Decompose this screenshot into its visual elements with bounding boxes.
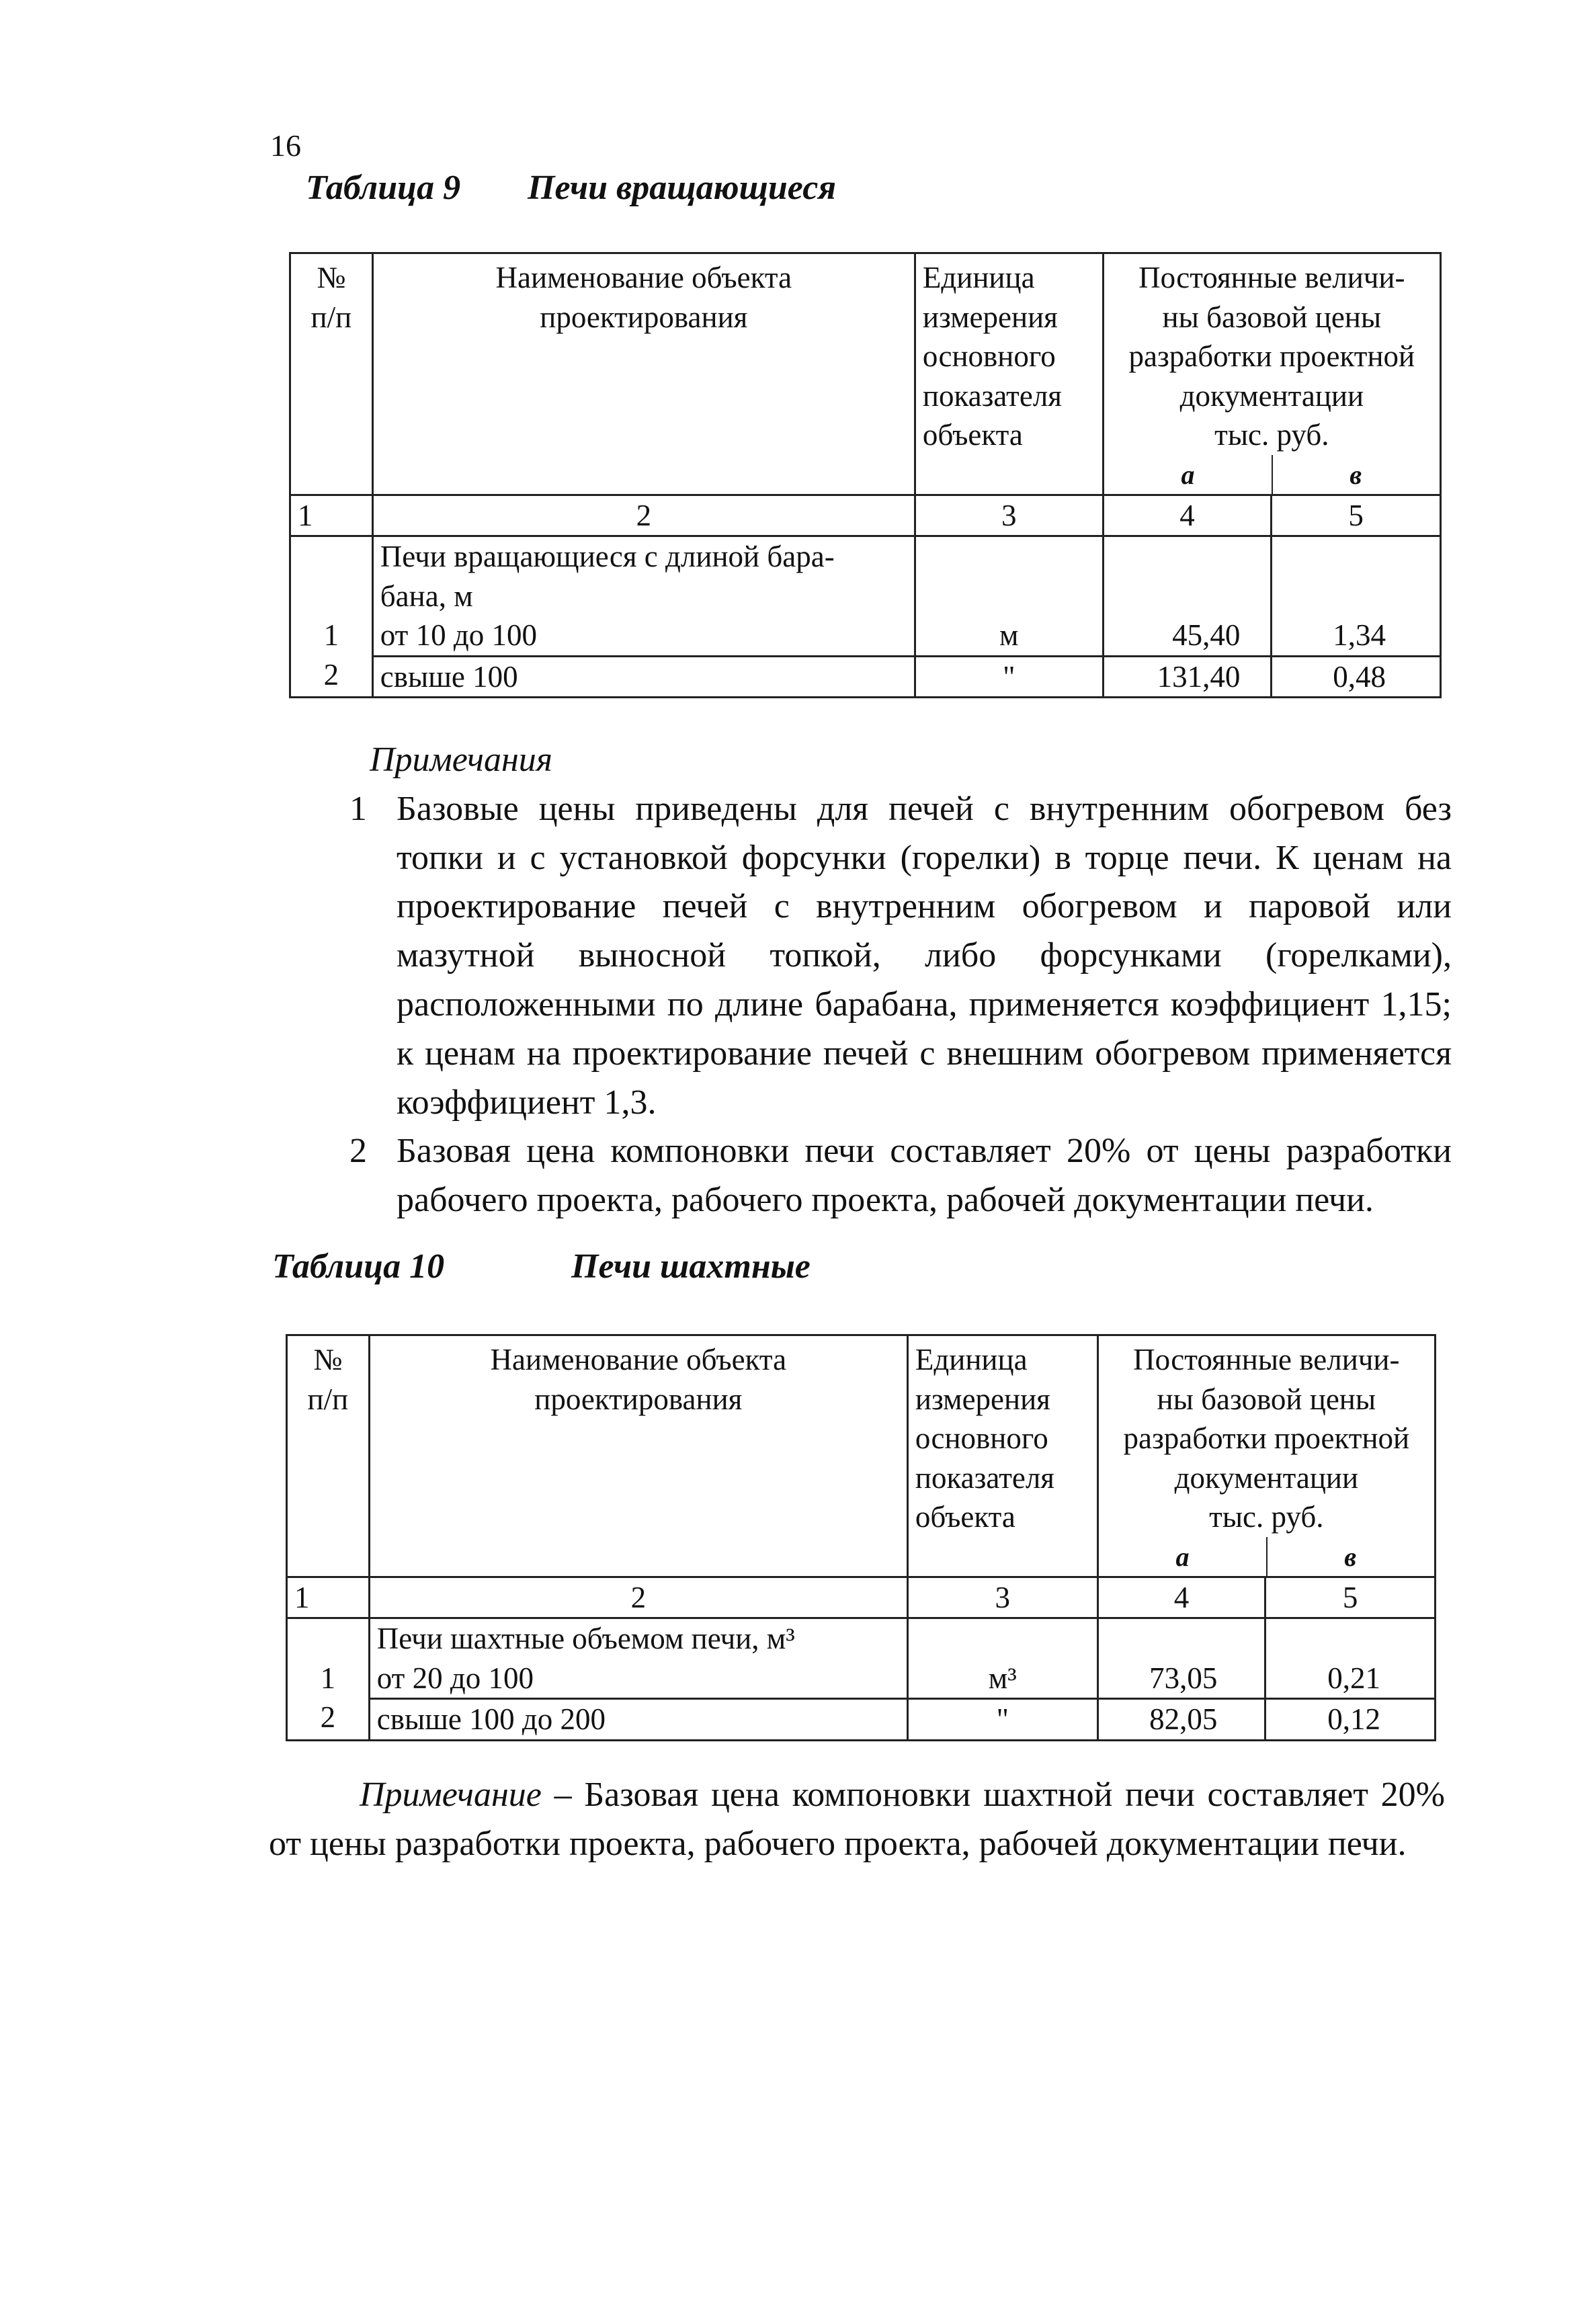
colnum-2: 2 (369, 1577, 907, 1618)
page-number: 16 (270, 128, 301, 163)
header-b: в (1344, 1541, 1357, 1572)
header-unit: Единица измерения основного показателя объекта (915, 253, 1103, 495)
notes9-heading: Примечания (370, 741, 552, 779)
note10-text: – Базовая цена компоновки шахтной печи составляет 20% от цены разработки проекта, рабочего проекта, рабочей документации печи. (269, 1776, 1445, 1863)
colnum-5: 5 (1265, 1577, 1436, 1618)
body-unit: м " (915, 536, 1103, 698)
body-b: 0,21 0,12 (1265, 1618, 1436, 1741)
table10-title: Печи шахтные (571, 1247, 811, 1286)
body-num: 1 2 (287, 1618, 370, 1741)
notes9 (349, 736, 1452, 1225)
header-price: Постоянные величи- ны базовой цены разработки проектной документации тыс. руб. а в (1097, 1335, 1435, 1577)
body-name: Печи шахтные объемом печи, м³ от 20 до 100 свыше 100 до 200 (369, 1618, 907, 1741)
body-unit: м³ " (907, 1618, 1097, 1741)
colnum-3: 3 (915, 495, 1103, 536)
header-ab (1099, 1537, 1434, 1576)
table9-label: Таблица 9 (306, 169, 461, 207)
table9-caption (306, 168, 836, 208)
table9-header-row (290, 253, 1441, 495)
table10-caption (272, 1247, 811, 1286)
header-unit: Единица измерения основного показателя объекта (907, 1335, 1097, 1577)
table10-header-row (287, 1335, 1436, 1577)
body-a: 45,40 131,40 (1103, 536, 1272, 698)
table9-body-row (290, 536, 1441, 698)
header-num: № п/п (290, 253, 373, 495)
note10 (269, 1771, 1445, 1869)
table9 (289, 252, 1442, 698)
header-price: Постоянные величи- ны базовой цены разработки проектной документации тыс. руб. а в (1103, 253, 1440, 495)
body-name: Печи вращающиеся с длиной бара- бана, м от 10 до 100 свыше 100 (372, 536, 915, 698)
header-a: а (1175, 1541, 1190, 1572)
note9-item-2: 2 Базовая цена компоновки печи составляет 20% от цены разработки рабочего проекта, рабочего проекта, рабочей документации печи. (349, 1132, 1452, 1220)
colnum-5: 5 (1272, 495, 1441, 536)
body-a: 73,05 82,05 (1097, 1618, 1265, 1741)
note9-item-1: 1 Базовые цены приведены для печей с внутренним обогревом без топки и с установкой форсунки (горелки) в торце печи. К ценам на проектирование печей с внутренним обогревом и паровой или мазутной выносной топкой, либо форсунками (горелками), расположенными по длине барабана, применяется коэффициент 1,15; к ценам на проектирование печей с внешним обогревом применяется коэффициент 1,3. (349, 789, 1452, 1122)
header-name: Наименование объекта проектирования (369, 1335, 907, 1577)
colnum-1: 1 (287, 1577, 370, 1618)
table10 (286, 1334, 1436, 1741)
colnum-3: 3 (907, 1577, 1097, 1618)
table10-colnum-row (287, 1577, 1436, 1618)
colnum-2: 2 (372, 495, 915, 536)
body-num: 1 2 (290, 536, 373, 698)
note10-heading: Примечание (360, 1776, 542, 1814)
colnum-4: 4 (1103, 495, 1272, 536)
header-num: № п/п (287, 1335, 370, 1577)
colnum-1: 1 (290, 495, 373, 536)
table9-title: Печи вращающиеся (528, 169, 837, 207)
table9-colnum-row (290, 495, 1441, 536)
colnum-4: 4 (1097, 1577, 1265, 1618)
header-ab (1104, 455, 1440, 494)
table10-body-row (287, 1618, 1436, 1741)
header-name: Наименование объекта проектирования (372, 253, 915, 495)
header-b: в (1349, 459, 1362, 490)
header-a: а (1181, 459, 1195, 490)
table10-label: Таблица 10 (272, 1247, 445, 1286)
body-b: 1,34 0,48 (1272, 536, 1441, 698)
